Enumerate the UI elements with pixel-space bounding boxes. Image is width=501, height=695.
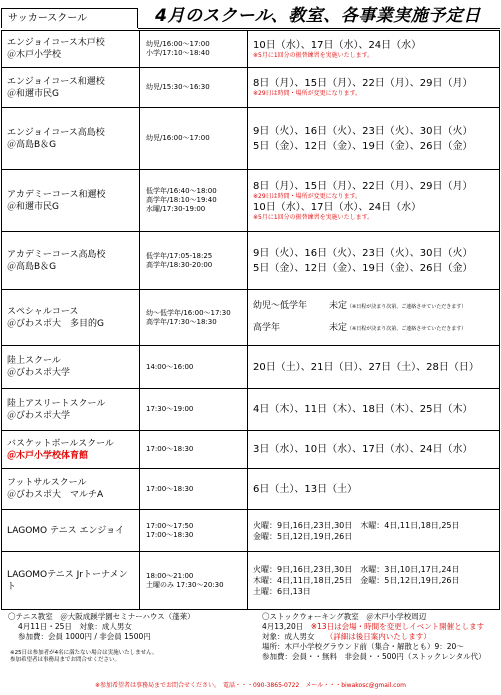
table-row: [2, 389, 500, 431]
special-note: （※日程が決まり次第、ご連絡させていただきます）: [347, 303, 467, 310]
tennis-schedule: 土曜：6日,13日: [253, 587, 311, 596]
course-time: 幼児/15:30～16:30: [146, 83, 210, 91]
course-name: 陸上アスリートスクール: [7, 398, 106, 409]
course-dates: 9日（火）、16日（火）、23日（火）、30日（火）: [253, 125, 473, 137]
schedule-table: [1, 30, 500, 610]
course-time: 幼児/16:00～17:00: [146, 134, 210, 142]
course-venue: ＠びわスポ大学: [7, 410, 71, 421]
table-row: [2, 232, 500, 290]
course-name: エンジョイコース木戸校: [7, 38, 105, 48]
course-time: 高学年/18:10～19:40: [146, 196, 217, 204]
table-row: [2, 552, 500, 610]
course-time: 高学年/17:30～18:30: [146, 317, 217, 326]
course-note: ※29日は時間・場所が変更になります。: [253, 90, 362, 97]
course-time: 17:00～18:30: [146, 530, 194, 539]
course-time: 18:00～21:00: [146, 571, 194, 580]
course-venue: ＠高島B＆G: [7, 261, 57, 272]
stock-walking-target: 対象：成人男女: [262, 632, 330, 641]
course-venue: ＠木戸小学校: [7, 50, 62, 60]
tennis-class-info: [8, 612, 248, 664]
course-venue: ＠びわスポ大 マルチA: [7, 490, 104, 500]
course-time: 幼～低学年/16:00～17:30: [146, 308, 231, 317]
course-venue: ＠和邇市民G: [7, 88, 59, 99]
course-dates: 8日（月）、15日（月）、22日（月）、29日（月）: [253, 78, 473, 89]
course-time: 高学年/18:30-20:00: [146, 260, 213, 269]
course-time: 低学年/16:40～18:00: [146, 187, 217, 195]
tennis-class-line: 参加費：会員 1000円 / 非会員 1500円: [18, 632, 151, 641]
table-row: [2, 170, 500, 232]
course-time: 水曜/17:30-19:00: [146, 205, 206, 213]
table-row: [2, 68, 500, 108]
tennis-schedule: 火曜：9日,16日,23日,30日 水曜：3日,10日,17日,24日: [253, 565, 460, 574]
stock-walking-detail: （詳細は後日案内いたします）: [329, 632, 431, 641]
course-venue: ＠びわスポ大学: [7, 368, 71, 378]
course-time: 17:00～17:50: [146, 521, 194, 530]
tennis-class-note: 参加希望者は事務局までお問合せください。: [10, 657, 121, 663]
course-name: スペシャルコース: [7, 306, 79, 317]
course-dates: 6日（土）、13日（土）: [253, 483, 358, 495]
table-row: [2, 31, 500, 68]
course-name: LAGOMO テニス エンジョイ: [7, 525, 125, 536]
course-dates: 8日（月）、15日（月）、22日（月）、29日（月）: [253, 180, 473, 192]
table-row: [2, 431, 500, 469]
tennis-schedule: 金曜：5日,12日,19日,26日: [253, 531, 353, 541]
course-dates: 5日（金）、12日（金）、19日（金）、26日（金）: [253, 262, 473, 274]
course-time: 低学年/17:05-18:25: [146, 251, 213, 260]
stock-walking-title: 〇ストックウォーキング教室 ＠木戸小学校周辺: [262, 612, 427, 621]
course-time: 土曜のみ 17:30～20:30: [146, 580, 224, 589]
tennis-schedule: 火曜：9日,16日,23日,30日 木曜：4日,11日,18日,25日: [253, 520, 460, 530]
stock-walking-line: 場所：木戸小学校グラウンド前（集合・解散とも）9：20～: [262, 642, 464, 651]
course-dates: 10日（水）、17日（水）、24日（水）: [253, 39, 422, 51]
stock-walking-info: [262, 612, 500, 662]
course-name: エンジョイコース和邇校: [7, 76, 105, 87]
tennis-class-note: ※25日は参加者が4名に満たない場合は実施いたしません。: [10, 650, 158, 656]
course-name: LAGOMOテニス Jrトーナメント: [7, 569, 128, 592]
course-name: フットサルスクール: [7, 478, 87, 488]
course-dates: 5日（金）、12日（金）、19日（金）、26日（金）: [253, 140, 473, 152]
course-venue: ＠木戸小学校体育館: [7, 450, 89, 461]
special-value: 未定: [329, 322, 348, 333]
contact-footer: ※参加希望者は事務局までお問合せください。 電話・・・090-3865-0722 メール・・・biwakosc@gmail.com: [94, 682, 407, 689]
table-row: [2, 290, 500, 346]
special-note: （※日程が決まり次第、ご連絡させていただきます）: [347, 325, 467, 332]
course-note: ※29日は時間・場所が変更になります。: [253, 192, 362, 200]
tennis-schedule: 木曜：4日,11日,18日,25日 金曜：5日,12日,19日,26日: [253, 576, 460, 585]
course-name: バスケットボールスクール: [7, 438, 114, 449]
course-name: エンジョイコース高島校: [7, 127, 105, 138]
course-note: ※5月に1回分の振替練習を実施いたします。: [253, 213, 374, 221]
course-time: 14:00～16:00: [146, 362, 194, 371]
title-divider: [138, 28, 500, 29]
course-name: 陸上スクール: [7, 356, 61, 366]
special-label: 幼児～低学年: [253, 300, 308, 311]
table-row: [2, 510, 500, 552]
course-time: 17:30～19:00: [146, 405, 194, 413]
course-name: アカデミーコース和邇校: [7, 189, 106, 200]
table-row: [2, 108, 500, 170]
page-title: 4月のスクール、教室、各事業実施予定日: [155, 6, 481, 26]
course-dates: 10日（水）、17日（水）、24日（水）: [253, 201, 422, 213]
table-row: [2, 346, 500, 389]
soccer-school-label: サッカースクール: [1, 8, 138, 28]
table-row: [2, 469, 500, 510]
course-venue: ＠和邇市民G: [7, 201, 59, 212]
course-time: 小学/17:10～18:40: [146, 49, 210, 57]
course-time: 幼児/16:00～17:00: [146, 40, 210, 48]
tennis-class-title: 〇テニス教室 ＠大阪成蹊学園セミナーハウス（蓬莱）: [8, 612, 195, 621]
course-time: 17:00～18:30: [146, 445, 194, 453]
course-dates: 20日（土）、21日（日）、27日（土）、28日（日）: [253, 361, 479, 373]
course-dates: 4日（木）、11日（木）、18日（木）、25日（木）: [253, 404, 473, 415]
course-venue: ＠高島B＆G: [7, 139, 57, 150]
tennis-class-line: 4月11日・25日 対象：成人男女: [18, 622, 132, 631]
special-value: 未定: [329, 300, 348, 311]
course-time: 17:00～18:30: [146, 484, 194, 493]
stock-walking-line: 参加費：会員・・無料 非会員・・500円（ストックレンタル代）: [262, 652, 486, 661]
course-name: アカデミーコース高島校: [7, 249, 106, 260]
course-venue: ＠びわスポ大 多目的G: [7, 318, 104, 329]
stock-walking-dates: 4月13,20日: [262, 622, 311, 631]
special-label: 高学年: [253, 322, 281, 333]
course-dates: 3日（水）、10日（水）、17日（水）、24日（水）: [253, 444, 473, 455]
course-note: ※5月に1回分の振替練習を実施いたします。: [253, 51, 374, 59]
stock-walking-alert: ※13日は会場・時間を変更しイベント開催とします: [310, 622, 485, 631]
course-dates: 9日（火）、16日（火）、23日（火）、30日（火）: [253, 247, 473, 259]
